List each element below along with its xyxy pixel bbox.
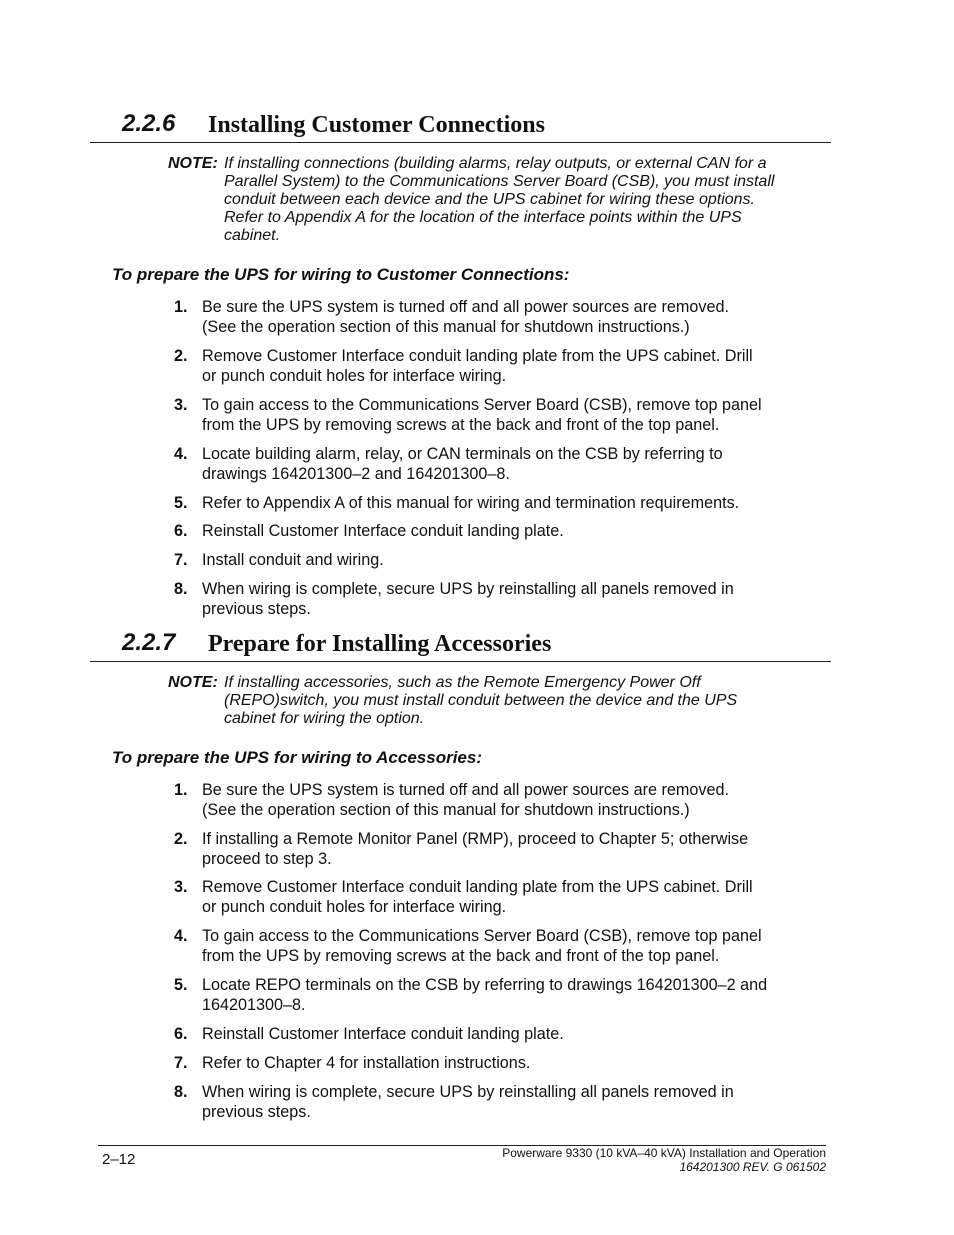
- step-line: Install conduit and wiring.: [202, 551, 384, 569]
- procedure-heading: To prepare the UPS for wiring to Customer Connections:: [112, 265, 570, 284]
- footer-revision: 164201300 REV. G 061502: [679, 1160, 826, 1174]
- step-line: Reinstall Customer Interface conduit landing plate.: [202, 1025, 564, 1043]
- step-text: [202, 829, 814, 869]
- step-line: When wiring is complete, secure UPS by reinstalling all panels removed in: [202, 1083, 734, 1101]
- section-number: 2.2.6: [122, 110, 176, 137]
- step-text: [202, 1024, 814, 1044]
- note-text: [224, 155, 814, 245]
- note-label: NOTE:: [168, 155, 218, 172]
- step-text: [202, 395, 814, 435]
- step-number: 6.: [174, 1025, 188, 1043]
- step-number: 4.: [174, 445, 188, 463]
- step-text: [202, 550, 814, 570]
- step-line: 164201300–8.: [202, 996, 306, 1014]
- step-number: 1.: [174, 298, 188, 316]
- note-line: cabinet.: [224, 227, 281, 244]
- step-line: To gain access to the Communications Server Board (CSB), remove top panel: [202, 927, 762, 945]
- section-title: Installing Customer Connections: [208, 112, 545, 138]
- note-line: If installing connections (building alarms, relay outputs, or external CAN for a: [224, 155, 767, 172]
- step-number: 3.: [174, 396, 188, 414]
- section-number: 2.2.7: [122, 629, 176, 656]
- step-line: proceed to step 3.: [202, 850, 332, 868]
- step-number: 2.: [174, 347, 188, 365]
- step-text: [202, 521, 814, 541]
- step-text: [202, 444, 814, 484]
- step-line: Locate building alarm, relay, or CAN terminals on the CSB by referring to: [202, 445, 723, 463]
- step-text: [202, 579, 814, 619]
- step-number: 5.: [174, 494, 188, 512]
- step-line: (See the operation section of this manual for shutdown instructions.): [202, 801, 690, 819]
- step-line: Reinstall Customer Interface conduit landing plate.: [202, 522, 564, 540]
- step-line: Refer to Chapter 4 for installation instructions.: [202, 1054, 531, 1072]
- section-heading-2-2-6: [90, 109, 831, 143]
- step-number: 6.: [174, 522, 188, 540]
- step-text: [202, 1082, 814, 1122]
- step-line: Be sure the UPS system is turned off and all power sources are removed.: [202, 781, 729, 799]
- section-heading-2-2-7: [90, 628, 831, 662]
- step-line: or punch conduit holes for interface wiring.: [202, 367, 507, 385]
- step-number: 4.: [174, 927, 188, 945]
- step-line: from the UPS by removing screws at the back and front of the top panel.: [202, 416, 720, 434]
- step-number: 1.: [174, 781, 188, 799]
- page-number: 2‒12: [102, 1151, 136, 1168]
- step-number: 8.: [174, 1083, 188, 1101]
- section-title: Prepare for Installing Accessories: [208, 631, 552, 657]
- note-line: If installing accessories, such as the Remote Emergency Power Off: [224, 674, 701, 691]
- step-line: Remove Customer Interface conduit landing plate from the UPS cabinet. Drill: [202, 878, 753, 896]
- step-line: drawings 164201300–2 and 164201300–8.: [202, 465, 510, 483]
- step-line: previous steps.: [202, 1103, 311, 1121]
- step-number: 3.: [174, 878, 188, 896]
- note-line: (REPO)switch, you must install conduit between the device and the UPS: [224, 692, 738, 709]
- step-text: [202, 297, 814, 337]
- step-number: 5.: [174, 976, 188, 994]
- step-line: (See the operation section of this manual for shutdown instructions.): [202, 318, 690, 336]
- step-line: Locate REPO terminals on the CSB by referring to drawings 164201300–2 and: [202, 976, 768, 994]
- note-line: Parallel System) to the Communications Server Board (CSB), you must install: [224, 173, 775, 190]
- step-line: Remove Customer Interface conduit landing plate from the UPS cabinet. Drill: [202, 347, 753, 365]
- step-line: or punch conduit holes for interface wiring.: [202, 898, 507, 916]
- step-line: from the UPS by removing screws at the back and front of the top panel.: [202, 947, 720, 965]
- step-line: previous steps.: [202, 600, 311, 618]
- step-line: If installing a Remote Monitor Panel (RMP), proceed to Chapter 5; otherwise: [202, 830, 749, 848]
- step-text: [202, 780, 814, 820]
- step-line: Refer to Appendix A of this manual for wiring and termination requirements.: [202, 494, 740, 512]
- step-text: [202, 1053, 814, 1073]
- step-text: [202, 877, 814, 917]
- step-text: [202, 493, 814, 513]
- step-number: 8.: [174, 580, 188, 598]
- step-number: 7.: [174, 551, 188, 569]
- footer-document-title: Powerware 9330 (10 kVA‒40 kVA) Installation and Operation: [502, 1146, 826, 1160]
- note-line: conduit between each device and the UPS cabinet for wiring these options.: [224, 191, 755, 208]
- note-line: cabinet for wiring the option.: [224, 710, 425, 727]
- step-line: To gain access to the Communications Server Board (CSB), remove top panel: [202, 396, 762, 414]
- step-line: Be sure the UPS system is turned off and all power sources are removed.: [202, 298, 729, 316]
- note-text: [224, 674, 814, 728]
- note-label: NOTE:: [168, 674, 218, 691]
- step-number: 2.: [174, 830, 188, 848]
- procedure-heading: To prepare the UPS for wiring to Accessories:: [112, 748, 482, 767]
- step-text: [202, 975, 814, 1015]
- step-line: When wiring is complete, secure UPS by reinstalling all panels removed in: [202, 580, 734, 598]
- step-text: [202, 346, 814, 386]
- step-number: 7.: [174, 1054, 188, 1072]
- step-text: [202, 926, 814, 966]
- note-line: Refer to Appendix A for the location of the interface points within the UPS: [224, 209, 742, 226]
